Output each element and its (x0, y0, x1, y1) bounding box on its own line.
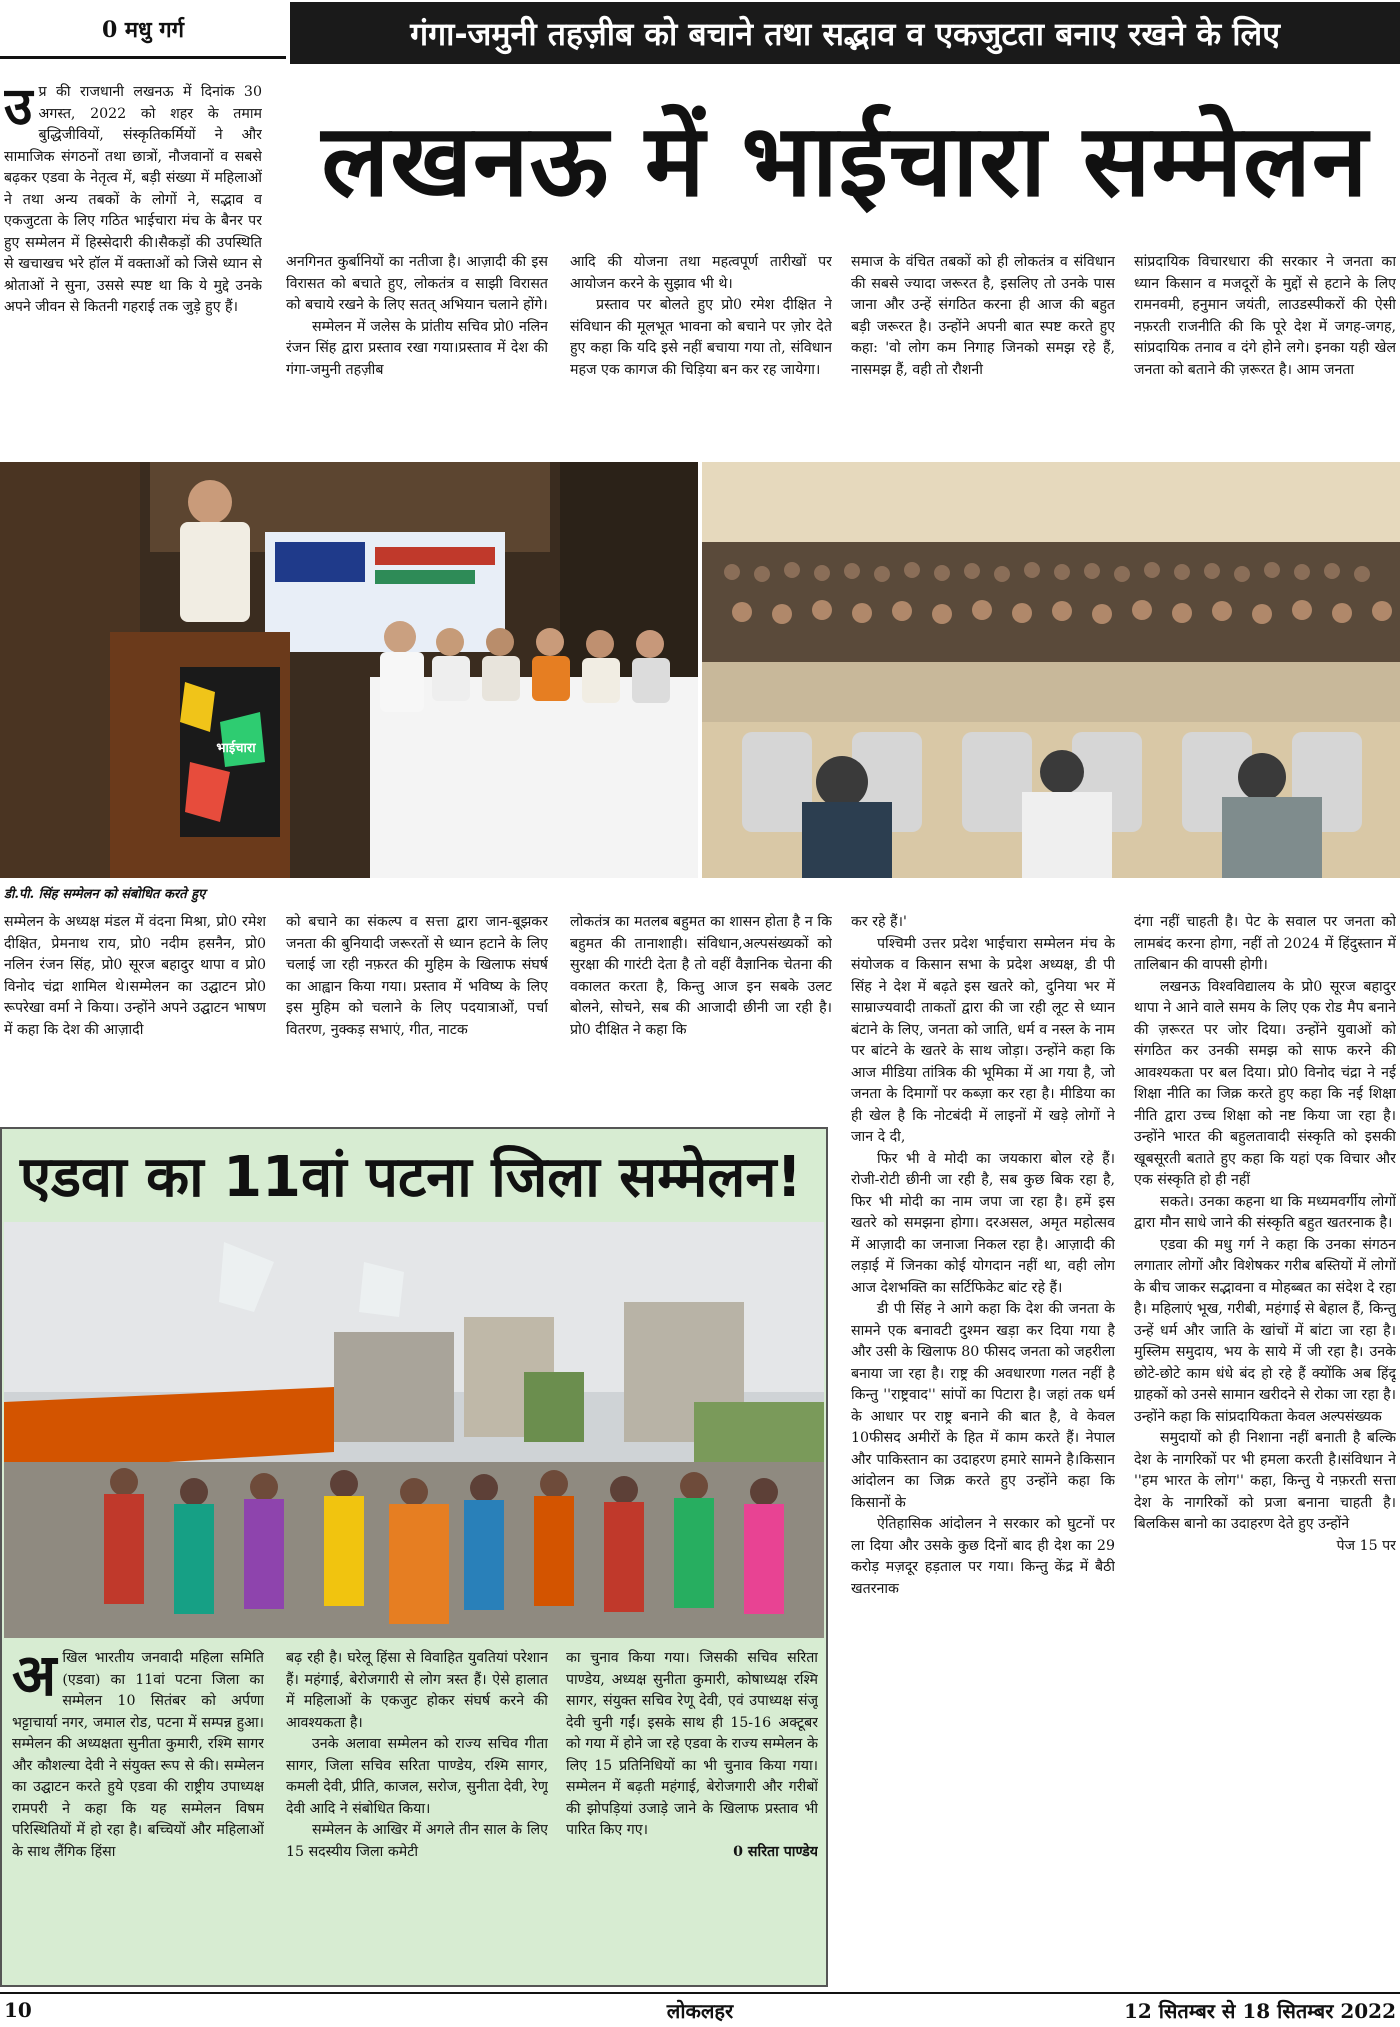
top-column-4 (1134, 252, 1396, 444)
podium-banner-text: भाईचारा (216, 741, 256, 756)
paragraph: समुदायों को ही निशाना नहीं बनाती है बल्कि देश के नागरिकों पर भी हमला करती है।संविधान ने ''हम भारत के लोग'' कहा, किन्तु ये नफ़रती सत्ता देश के नागरिकों को प्रजा बनाना चाहती है। बिलकिस बानो का उदाहरण देते हुए उन्होंने (1134, 1430, 1396, 1532)
paragraph: समाज के वंचित तबकों को ही लोकतंत्र व संविधान की सबसे ज्यादा जरूरत है, इसलिए तो उनके पास जाना और उन्हें संगठित करना ही आज की बहुत बड़ी जरूरत है। उन्होंने अपनी बात स्पष्ट करते हुए कहा: 'वो लोग कम निगाह जिनको समझ रहे हैं, नासमझ हैं, वही तो रौशनी (851, 254, 1115, 378)
paragraph: कर रहे हैं।' (851, 914, 907, 930)
headline: लखनऊ में भाईचारा सम्मेलन (321, 102, 1369, 219)
box-title: एडवा का 11वां पटना जिला सम्मेलन! (20, 1145, 802, 1210)
intro-column (4, 82, 262, 442)
photo-gathering-illustration (4, 1222, 824, 1638)
box-dropcap: अ (12, 1648, 57, 1709)
photo-caption: डी.पी. सिंह सम्मेलन को संबोधित करते हुए (4, 887, 206, 902)
paragraph: सम्मेलन के अध्यक्ष मंडल में वंदना मिश्रा, प्रो0 रमेश दीक्षित, प्रेमनाथ राय, प्रो0 नदीम हसनैन, प्रो0 नलिन रंजन सिंह, प्रो0 सूरज बहादुर थापा व प्रो0 विनोद चंद्रा शामिल थे।सम्मेलन का उद्घाटन प्रो0 रूपरेखा वर्मा ने किया। उन्होंने अपने उद्घाटन भाषण में कहा कि देश की आज़ादी (4, 914, 266, 1038)
paragraph: बढ़ रही है। घरेलू हिंसा से विवाहित युवतियां परेशान हैं। महंगाई, बेरोजगारी से लोग त्रस्त हैं। ऐसे हालात में महिलाओं के एकजुट होकर संघर्ष करने की आवश्यकता है। (286, 1650, 548, 1731)
kicker-banner: गंगा-जमुनी तहज़ीब को बचाने तथा सद्भाव व एकजुटता बनाए रखने के लिए (290, 2, 1400, 64)
photo-speaker-illustration (0, 462, 698, 878)
box-col1-text: खिल भारतीय जनवादी महिला समिति (एडवा) का 11वां पटना जिला का सम्मेलन 10 सितंबर को अर्पणा भट्टाचार्या नगर, जमाल रोड, पटना में सम्पन्न हुआ। सम्मेलन की अध्यक्षता सुनीता कुमारी, रश्मि सागर और कौशल्या देवी ने संयुक्त रूप से की। सम्मेलन का उद्घाटन करते हुये एडवा की राष्ट्रीय उपाध्यक्ष रामपरी ने कहा कि यह सम्मेलन विषम परिस्थितियों में हो रहा है। बच्चियों और महिलाओं के साथ लैंगिक हिंसा (12, 1650, 264, 1860)
right-column-a (851, 912, 1115, 1988)
issue-dates: 12 सितम्बर से 18 सितम्बर 2022 (1123, 1998, 1396, 2023)
mid-column-2 (286, 912, 548, 1108)
paragraph: प्रस्ताव पर बोलते हुए प्रो0 रमेश दीक्षित ने संविधान की मूलभूत भावना को बचाने पर ज़ोर देते हुए कहा कि यदि इसे नहीं बचाया गया तो, संविधान महज एक कागज की चिड़िया बन कर रह जायेगा। (570, 297, 832, 378)
paragraph: सम्मेलन में जलेस के प्रांतीय सचिव प्रो0 नलिन रंजन सिंह द्वारा प्रस्ताव रखा गया।प्रस्ताव में देश की गंगा-जमुनी तहज़ीब (286, 318, 548, 378)
top-column-3 (851, 252, 1115, 444)
paragraph: उनके अलावा सम्मेलन को राज्य सचिव गीता सागर, जिला सचिव सरिता पाण्डेय, रश्मि सागर, कमली देवी, प्रीति, काजल, सरोज, सुनीता देवी, रेणू देवी आदि ने संबोधित किया। (286, 1736, 548, 1817)
mid-column-3 (570, 912, 832, 1108)
continued-notice: पेज 15 पर (1336, 1537, 1396, 1554)
box-column-3 (566, 1648, 818, 1970)
paragraph: ऐतिहासिक आंदोलन ने सरकार को घुटनों पर ला दिया और उसके कुछ दिनों बाद ही देश का 29 करोड़ मज़दूर हड़ताल पर गया। किन्तु केंद्र में बैठी खतरनाक (851, 1516, 1115, 1597)
box-signature: 0 सरिता पाण्डेय (733, 1843, 818, 1860)
right-column-b (1134, 912, 1396, 1988)
byline: 0 मधु गर्ग (0, 2, 286, 59)
intro-dropcap: उ (4, 82, 33, 137)
footer-rule (0, 1992, 1400, 1994)
paragraph: आदि की योजना तथा महत्वपूर्ण तारीखों पर आयोजन करने के सुझाव भी थे। (570, 254, 832, 292)
paragraph: सकते। उनका कहना था कि मध्यमवर्गीय लोगों द्वारा मौन साधे जाने की संस्कृति बहुत खतरनाक है। (1134, 1193, 1396, 1231)
publication-name: लोकलहर (666, 1998, 734, 2023)
top-column-1 (286, 252, 548, 444)
paragraph: अनगिनत कुर्बानियों का नतीजा है। आज़ादी की इस विरासत को बचाते हुए, लोकतंत्र व साझी विरासत को बचाये रखने के लिए सतत् अभियान चलाने होंगे। (286, 254, 548, 313)
paragraph: लोकतंत्र का मतलब बहुमत का शासन होता है न कि बहुमत की तानाशाही। संविधान,अल्पसंख्यकों को सुरक्षा की गारंटी देता है तो वहीं वैज्ञानिक चेतना की वकालत करता है, किन्तु आज इन सबके उलट बोलने, सोचने, सब की आजादी छीनी जा रही है। प्रो0 दीक्षित ने कहा कि (570, 914, 832, 1038)
paragraph: लखनऊ विश्वविद्यालय के प्रो0 सूरज बहादुर थापा ने आने वाले समय के लिए एक रोड मैप बनाने की ज़रूरत पर जोर दिया। उन्होंने युवाओं को संगठित कर उनकी समझ को साफ करने की आवश्यकता पर बल दिया। प्रो0 विनोद चंद्रा ने नई शिक्षा नीति का जिक्र करते हुए कहा कि नई शिक्षा नीति द्वारा उच्च शिक्षा को नष्ट किया जा रहा है। उन्होंने भारत की बहुलतावादी संस्कृति को इसकी खूबसूरती बताते हुए कहा कि यहां एक विचार और एक संस्कृति हो ही नहीं (1134, 978, 1396, 1188)
box-column-2 (286, 1648, 548, 1970)
paragraph: डी पी सिंह ने आगे कहा कि देश की जनता के सामने एक बनावटी दुश्मन खड़ा कर दिया गया है और उसी के खिलाफ 80 फीसद जनता को जहरीला बनाया जा रहा है। राष्ट्र की अवधारणा गलत नहीं है किन्तु ''राष्ट्रवाद'' सांपों का पिटारा है। जहां तक धर्म के आधार पर राष्ट्र बनाने की बात है, वे केवल 10फीसद अमीरों के हित में काम करते हैं। नेपाल और पाकिस्तान का उदाहरण हमारे सामने है।किसान आंदोलन का जिक्र करते हुए उन्होंने कहा कि किसानों के (851, 1301, 1115, 1511)
page-number: 10 (4, 1998, 32, 2022)
paragraph: सांप्रदायिक विचारधारा की सरकार ने जनता का ध्यान किसान व मजदूरों के मुद्दों से हटाने के लिए रामनवमी, हनुमान जयंती, लाउडस्पीकरों की ऐसी नफ़रती राजनीति की कि पूरे देश में जगह-जगह, सांप्रदायिक तनाव व दंगे होने लगे। इनका यही खेल जनता को बताने की ज़रूरत है। आम जनता (1134, 254, 1396, 378)
photo-audience-hall (702, 462, 1400, 878)
mid-column-1 (4, 912, 266, 1108)
paragraph: एडवा की मधु गर्ग ने कहा कि उनका संगठन लगातार लोगों और विशेषकर गरीब बस्तियों में लोगों के बीच जाकर सद्भावना व मोहब्बत का संदेश दे रहा है। महिलाएं भूख, गरीबी, महंगाई से बेहाल हैं, किन्तु उन्हें धर्म और जाति के खांचों में बांटा जा रहा है।मुस्लिम समुदाय, भय के साये में जी रहा है। उनके छोटे-छोटे काम धंधे बंद हो रहे हैं क्योंकि अब हिंदू ग्राहकों को उनसे सामान खरीदने से रोका जा रहा है। उन्होंने कहा कि सांप्रदायिकता केवल अल्पसंख्यक (1134, 1236, 1396, 1425)
paragraph: दंगा नहीं चाहती है। पेट के सवाल पर जनता को लामबंद करना होगा, नहीं तो 2024 में हिंदुस्तान में तालिबान की वापसी होगी। (1134, 914, 1396, 973)
intro-text: प्र की राजधानी लखनऊ में दिनांक 30 अगस्त, 2022 को शहर के तमाम बुद्धिजीवियों, संस्कृतिकर्मियों ने और सामाजिक संगठनों तथा छात्रों, नौजवानों व सबसे बढ़कर एडवा के नेतृत्व में, बड़ी संख्या में महिलाओं ने तथा अन्य तबकों के लोगों ने, सद्भाव व एकजुटता के लिए गठित भाईचारा मंच के बैनर पर हुए सम्मेलन में हिस्सेदारी की।सैकड़ों की उपस्थिति से खचाखच भरे हॉल में वक्ताओं को जिसे ध्यान से श्रोताओं ने सुना, उससे स्पष्ट था कि ये मुद्दे उनके अपने जीवन से कितनी गहराई तक जुड़े हुए हैं। (4, 84, 262, 315)
photo-women-gathering (4, 1222, 824, 1638)
paragraph: को बचाने का संकल्प व सत्ता द्वारा जान-बूझकर जनता की बुनियादी जरूरतों से ध्यान हटाने के लिए चलाई जा रही नफ़रत की मुहिम के खिलाफ संघर्ष का आह्वान किया गया। प्रस्ताव में भविष्य के लिए इस मुहिम को चलाने के लिए पदयात्राओं, पर्चा वितरण, नुक्कड़ सभाएं, गीत, नाटक (286, 914, 548, 1038)
paragraph: सम्मेलन के आखिर में अगले तीन साल के लिए 15 सदस्यीय जिला कमेटी (286, 1822, 548, 1860)
paragraph: पश्चिमी उत्तर प्रदेश भाईचारा सम्मेलन मंच के संयोजक व किसान सभा के प्रदेश अध्यक्ष, डी पी सिंह ने देश में बढ़ते इस खतरे को, दुनिया भर में साम्राज्यवादी ताकतों द्वारा की जा रही लूट से ध्यान बंटाने के लिए, जनता को जाति, धर्म व नस्ल के नाम पर बांटने के खतरे के साथ जोड़ा। उन्होंने कहा कि आज मीडिया तांत्रिक की भूमिका में आ गया है, जो जनता के दिमागों पर कब्ज़ा कर रहा है। मीडिया का ही खेल है कि नोटबंदी में लाइनों में खड़े लोगों ने जान दे दी, (851, 935, 1115, 1145)
photo-audience-illustration (702, 462, 1400, 878)
box-column-1 (12, 1648, 264, 1970)
top-column-2 (570, 252, 832, 444)
paragraph: फिर भी वे मोदी का जयकारा बोल रहे हैं। रोजी-रोटी छीनी जा रही है, सब कुछ बिक रहा है, फिर भी मोदी का नाम जपा जा रहा है। हमें इस खतरे को समझना होगा। दरअसल, अमृत महोत्सव में आज़ादी का जनाजा निकल रहा है। आज़ादी की लड़ाई में जिनका कोई योगदान नहीं था, वही लोग आज देशभक्ति का सर्टिफिकेट बांट रहे हैं। (851, 1150, 1115, 1296)
paragraph: का चुनाव किया गया। जिसकी सचिव सरिता पाण्डेय, अध्यक्ष सुनीता कुमारी, कोषाध्यक्ष रश्मि सागर, संयुक्त सचिव रेणू देवी, एवं उपाध्यक्ष संजू देवी चुनी गईं। इसके साथ ही 15-16 अक्टूबर को गया में होने जा रहे एडवा के राज्य सम्मेलन के लिए 15 प्रतिनिधियों का भी चुनाव किया गया। सम्मेलन में बढ़ती महंगाई, बेरोजगारी और गरीबों की झोपड़ियां उजाड़े जाने के खिलाफ प्रस्ताव भी पारित किए गए। (566, 1650, 818, 1838)
photo-speaker-at-podium (0, 462, 698, 878)
